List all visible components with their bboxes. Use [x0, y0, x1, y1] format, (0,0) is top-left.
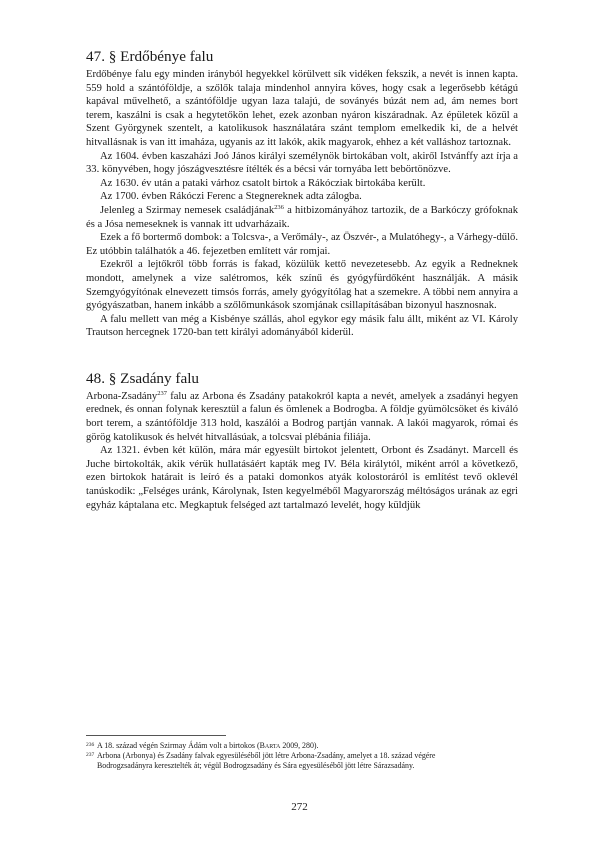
footnote: [86, 751, 518, 771]
page-number: 272: [291, 801, 308, 813]
footnote: [86, 741, 518, 751]
text: falu az Arbona és Zsadány patakokról kapta a nevét, amelyek a zsadányi hegyen erednek, és onnan folynak keresztül a falun és ömlenek a Bodrogba. A földje gyümölcsöket és kiváló bort terem, a szántóföldje 313 hold, kaszálói a Bodrog partján vannak. A lakói magyarok, római és görög katolikusok és helvét hitvallásúak, a tolcsvai plébánia filiája.: [86, 390, 518, 443]
footnote-number: 237: [86, 752, 95, 759]
section-47: [86, 48, 518, 340]
paragraph: Az 1630. év után a pataki várhoz csatolt birtok a Rákócziak birtokába került.: [100, 177, 426, 189]
paragraph: Az 1700. évben Rákóczi Ferenc a Stegnereknek adta zálogba.: [100, 191, 362, 203]
paragraph: Ezek a fő bortermő dombok: a Tolcsva-, a Verőmály-, az Öszvér-, a Mulatóhegy-, a Várhegy-dűlő. Ez utóbbin találhatók a 46. fejezetben említett vár romjai.: [86, 232, 518, 257]
footnote-divider: [86, 735, 226, 736]
paragraph: Az 1604. évben kaszaházi Joó János királyi személynök birtokában volt, akiről Istvánffy azt írja a 33. könyvében, hogy jószágvesztésre ítélték és a bécsi vár tornyába lett bebörtönözve.: [86, 150, 518, 176]
page-body: [86, 48, 518, 512]
footnote-ref[interactable]: 237: [157, 389, 167, 397]
footnotes: [86, 741, 518, 772]
paragraph: Erdőbénye falu egy minden irányból hegyekkel körülvett sík vidéken fekszik, a nevét is innen kapta. 559 hold a szántóföldje, a szőlők talaja mindenhol annyira köves, hogy csak a legerősebb kétágú kapával művelhető, a szántóföldje ugyan laza talajú, de soványés búzát nem ad, ám nemes bort terem, kaszálni is csak a hegytetőkön lehet, ezek azonban nyáron kiszáradnak. Az épületek közül a Szent Györgynek szentelt, a katolikusok használatára szánt templom emelkedik ki, de a helvét hitvallásnak is van itt imaháza, ugyanis az itt lakók, akik magyarok, ehhez a két valláshoz tartoznak.: [86, 69, 518, 148]
paragraph: [86, 204, 518, 231]
text: Arbona (Arbonya) és Zsadány falvak egyesüléséből jött létre Arbona-Zsadány, amelyet a 18. század végére: [97, 751, 436, 761]
footnote-ref[interactable]: 236: [274, 203, 284, 211]
footnote-number: 236: [86, 742, 95, 748]
text: Arbona-Zsadány: [86, 390, 158, 402]
section-48-title: 48. § Zsadány falu: [86, 369, 200, 387]
paragraph: Ezekről a lejtőkről több forrás is fakad, közülük kettő nevezetesebb. Az egyik a Redneknek mondott, amelynek a vize salétromos, kék színű és gyógyfürdőként használják. A másik Szemgyógyítónak elnevezett timsós forrás, amely gyógyítólag hat a szemekre. A többi nem annyira a gyógyászatban, hanem inkább a szőlőmunkások szomjának csillapításában bizonyul hasznosnak.: [86, 259, 518, 312]
section-48: [86, 370, 518, 512]
paragraph: Az 1321. évben két külön, mára már egyesült birtokot jelentett, Orbont és Zsadányt. Marcell és Juche birtokolták, akik vérük hullatásáért kapták meg IV. Béla királytól, miként arról a következő, ezen birtokok határait is leíró és a pataki domonkos atyák kolostoráról is említést tevő oklevél tanúskodik: „Felséges uránk, Károlynak, Isten kegyelméből Magyarország méltóságos urának az egri egyház káptalana etc. Megkaptuk felséged azt tartalmazó levelét, hogy küldjük: [86, 445, 518, 511]
author-name: Barta: [259, 741, 281, 750]
text: Jelenleg a Szirmay nemesek családjának: [100, 204, 275, 216]
text: Bodrogzsadányra keresztelték át; végül Bodrogzsadány és Sára egyesüléséből jött létre Sárazsadány.: [97, 761, 415, 771]
paragraph: [86, 390, 518, 444]
paragraph: A falu mellett van még a Kisbénye szállás, ahol egykor egy másik falu állt, miként az VI. Károly Trautson hercegnek 1720-ban tett királyi adományából kiderül.: [86, 313, 518, 339]
text: A 18. század végén Szirmay Ádám volt a birtokos (: [97, 741, 260, 750]
section-47-title: 47. § Erdőbénye falu: [86, 48, 214, 65]
text: 2009, 280).: [280, 741, 319, 750]
text: a hitbizományához tartozik, de a Barkóczy grófoknak és a Jósa nemeseknek is vannak itt udvarházaik.: [86, 204, 518, 230]
